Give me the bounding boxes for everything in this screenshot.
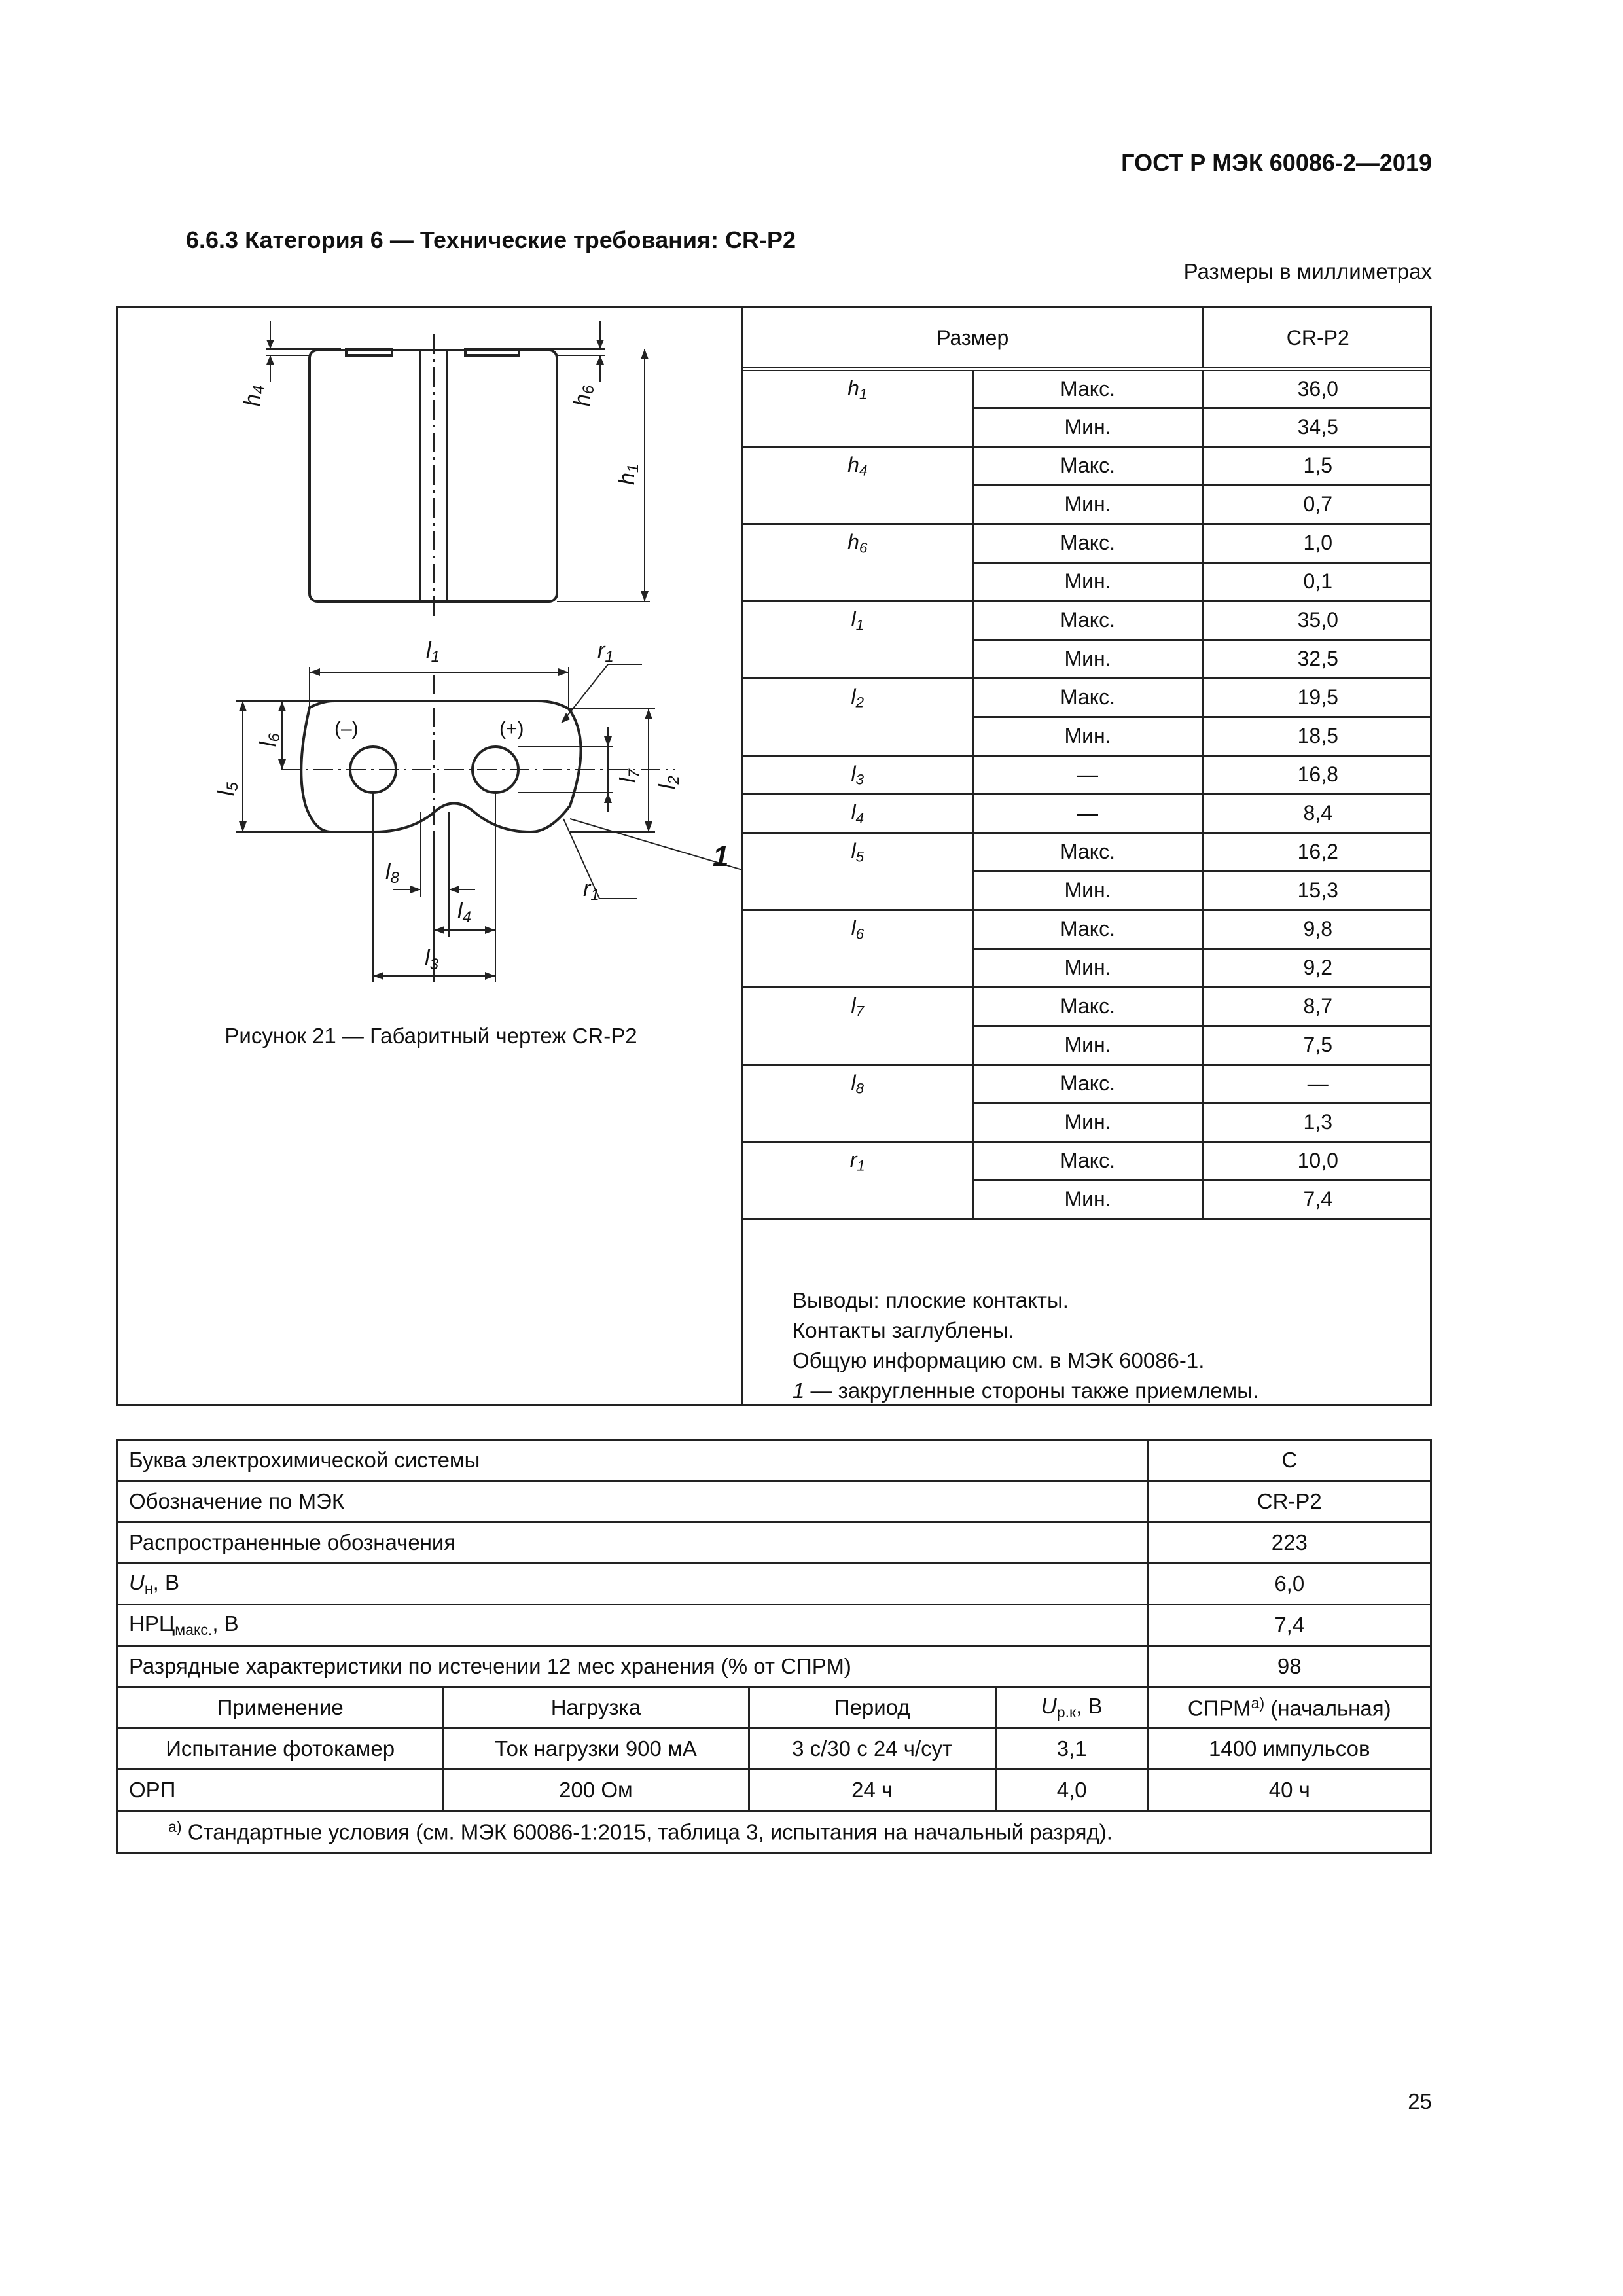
tests-header-row (118, 1687, 1431, 1729)
battery-drawing (118, 308, 741, 1015)
param-cell: $l_5$ (743, 833, 972, 910)
limit-value: 19,5 (1203, 678, 1432, 717)
limit-value: 7,5 (1203, 1026, 1432, 1064)
limit-value: 1,3 (1203, 1103, 1432, 1141)
limit-kind: Мин. (972, 948, 1203, 987)
col-mad: $СПРМ^{а)}$ (начальная) (1148, 1687, 1431, 1729)
ocv-label: $НРЦ_{макс.}$, В (118, 1605, 1149, 1646)
limit-value: 36,0 (1203, 369, 1432, 408)
label-plus-terminal: (+) (499, 718, 524, 740)
table-row (743, 446, 1432, 485)
limit-value: 0,7 (1203, 485, 1432, 524)
table-row (118, 1770, 1431, 1811)
limit-value: — (1203, 1064, 1432, 1103)
limit-value: 32,5 (1203, 639, 1432, 678)
footnote-row (118, 1811, 1431, 1853)
drawing-area (118, 308, 743, 1404)
label-l2: l2 (655, 776, 683, 789)
limit-value: 0,1 (1203, 562, 1432, 601)
limit-value: 1,5 (1203, 446, 1432, 485)
table-row (743, 601, 1432, 639)
common-label: Распространенные обозначения (118, 1522, 1149, 1564)
limit-kind: Мин. (972, 408, 1203, 446)
nominal-voltage-label: $U_н$, В (118, 1564, 1149, 1605)
limit-value: 15,3 (1203, 871, 1432, 910)
note-line: Выводы: плоские контакты. (793, 1288, 1069, 1312)
note-line: Контакты заглублены. (793, 1318, 1014, 1342)
param-cell: $l_4$ (743, 794, 972, 833)
test-application: Испытание фотокамер (118, 1729, 443, 1770)
table-row (743, 755, 1432, 794)
properties-table (116, 1439, 1432, 1854)
param-cell: $r_1$ (743, 1141, 972, 1219)
limit-value: 16,2 (1203, 833, 1432, 871)
param-cell: $l_7$ (743, 987, 972, 1064)
param-cell: $l_3$ (743, 755, 972, 794)
limit-kind: Мин. (972, 485, 1203, 524)
table-row (743, 1141, 1432, 1180)
limit-kind: Мин. (972, 1026, 1203, 1064)
iec-value: CR-P2 (1148, 1481, 1431, 1522)
col-end-voltage: $U_{р.к}$, В (995, 1687, 1148, 1729)
param-cell: $h_1$ (743, 369, 972, 446)
table-row (118, 1481, 1431, 1522)
document-id: ГОСТ Р МЭК 60086-2—2019 (1121, 149, 1432, 176)
limit-kind: Макс. (972, 1141, 1203, 1180)
dimensions-notes (793, 1285, 1258, 1406)
label-l4: l4 (457, 899, 471, 926)
letter-value: C (1148, 1440, 1431, 1481)
label-l6: l6 (256, 733, 283, 747)
footnote: $^{а)}$ Стандартные условия (см. МЭК 60086-1:2015, таблица 3, испытания на начальный разряд). (118, 1811, 1431, 1853)
limit-value: 7,4 (1203, 1180, 1432, 1219)
limit-kind: Макс. (972, 369, 1203, 408)
param-cell: $l_1$ (743, 601, 972, 678)
limit-value: 9,8 (1203, 910, 1432, 948)
col-period: Период (749, 1687, 995, 1729)
table-row (118, 1646, 1431, 1687)
iec-label: Обозначение по МЭК (118, 1481, 1149, 1522)
limit-kind: — (972, 794, 1203, 833)
limit-value: 10,0 (1203, 1141, 1432, 1180)
section-title: 6.6.3 Категория 6 — Технические требования: CR-P2 (186, 226, 796, 253)
letter-label: Буква электрохимической системы (118, 1440, 1149, 1481)
table-row (118, 1440, 1431, 1481)
test-end-voltage: 4,0 (995, 1770, 1148, 1811)
limit-kind: Мин. (972, 717, 1203, 755)
limit-value: 16,8 (1203, 755, 1432, 794)
limit-value: 35,0 (1203, 601, 1432, 639)
storage-label: Разрядные характеристики по истечении 12 мес хранения (% от СПРМ) (118, 1646, 1149, 1687)
label-l7: l7 (616, 769, 643, 783)
label-note-1: 1 (713, 840, 729, 872)
limit-value: 8,7 (1203, 987, 1432, 1026)
storage-value: 98 (1148, 1646, 1431, 1687)
limit-value: 9,2 (1203, 948, 1432, 987)
table-row (118, 1522, 1431, 1564)
dimensions-header-row (743, 308, 1432, 369)
table-row (743, 987, 1432, 1026)
test-mad: 40 ч (1148, 1770, 1431, 1811)
limit-value: 8,4 (1203, 794, 1432, 833)
table-row (743, 910, 1432, 948)
label-l5: l5 (214, 782, 241, 796)
param-cell: $l_2$ (743, 678, 972, 755)
test-end-voltage: 3,1 (995, 1729, 1148, 1770)
limit-kind: Мин. (972, 1180, 1203, 1219)
label-minus-terminal: (–) (334, 718, 359, 740)
note-number: 1 (793, 1378, 805, 1403)
test-load: 200 Ом (443, 1770, 749, 1811)
page-number: 25 (1408, 2089, 1432, 2113)
col-model-header: CR-P2 (1203, 308, 1432, 369)
param-cell: $l_6$ (743, 910, 972, 987)
table-row (743, 524, 1432, 562)
limit-kind: Макс. (972, 910, 1203, 948)
limit-kind: Макс. (972, 446, 1203, 485)
label-l1: l1 (426, 638, 440, 666)
test-application: ОРП (118, 1770, 443, 1811)
limit-kind: Макс. (972, 987, 1203, 1026)
table-row (743, 369, 1432, 408)
table-row (118, 1605, 1431, 1646)
note-line (793, 1376, 1258, 1406)
limit-kind: Мин. (972, 562, 1203, 601)
test-mad: 1400 импульсов (1148, 1729, 1431, 1770)
limit-kind: — (972, 755, 1203, 794)
label-r1-bottom: r1 (583, 876, 599, 904)
table-row (743, 1064, 1432, 1103)
table-row (118, 1564, 1431, 1605)
limit-kind: Мин. (972, 871, 1203, 910)
limit-kind: Мин. (972, 1103, 1203, 1141)
limit-kind: Макс. (972, 678, 1203, 717)
label-l3: l3 (425, 946, 438, 973)
col-application: Применение (118, 1687, 443, 1729)
param-cell: $h_6$ (743, 524, 972, 601)
label-h4: h4 (240, 385, 268, 406)
top-view (236, 664, 741, 982)
label-l8: l8 (385, 859, 399, 887)
label-h6: h6 (570, 385, 597, 406)
table-row (743, 794, 1432, 833)
param-cell: $l_8$ (743, 1064, 972, 1141)
label-r1-top: r1 (597, 638, 614, 666)
test-period: 3 с/30 с 24 ч/сут (749, 1729, 995, 1770)
param-cell: $h_4$ (743, 446, 972, 524)
test-load: Ток нагрузки 900 мА (443, 1729, 749, 1770)
common-value: 223 (1148, 1522, 1431, 1564)
note-line: Общую информацию см. в МЭК 60086-1. (793, 1348, 1205, 1372)
test-period: 24 ч (749, 1770, 995, 1811)
dimensions-block (116, 306, 1432, 1406)
side-view (266, 321, 650, 616)
limit-kind: Макс. (972, 1064, 1203, 1103)
ocv-value: 7,4 (1148, 1605, 1431, 1646)
label-h1: h1 (615, 463, 642, 485)
limit-kind: Макс. (972, 524, 1203, 562)
dimensions-table (743, 308, 1432, 1220)
limit-kind: Макс. (972, 601, 1203, 639)
col-size-header: Размер (743, 308, 1203, 369)
limit-value: 1,0 (1203, 524, 1432, 562)
table-row (743, 833, 1432, 871)
nominal-voltage-value: 6,0 (1148, 1564, 1431, 1605)
note-text: — закругленные стороны также приемлемы. (804, 1378, 1259, 1403)
units-note: Размеры в миллиметрах (1183, 259, 1432, 283)
limit-kind: Мин. (972, 639, 1203, 678)
col-load: Нагрузка (443, 1687, 749, 1729)
table-row (743, 678, 1432, 717)
limit-kind: Макс. (972, 833, 1203, 871)
limit-value: 34,5 (1203, 408, 1432, 446)
table-row (118, 1729, 1431, 1770)
limit-value: 18,5 (1203, 717, 1432, 755)
figure-caption: Рисунок 21 — Габаритный чертеж CR-P2 (224, 1024, 637, 1048)
